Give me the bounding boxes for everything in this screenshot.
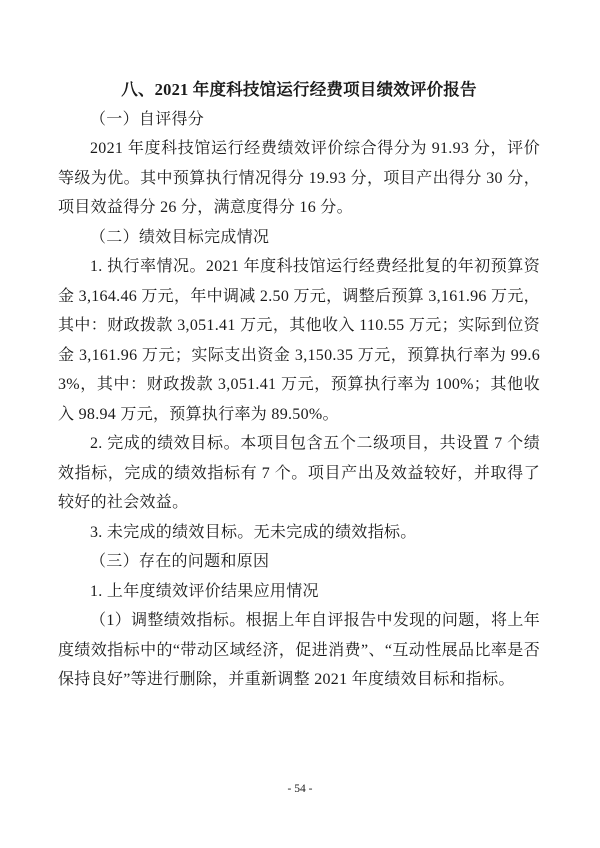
paragraph-section-heading: （一）自评得分 bbox=[90, 110, 205, 128]
paragraph-body: 2. 完成的绩效目标。本项目包含五个二级项目，共设置 7 个绩效指标，完成的绩效指标有 7 个。项目产出及效益较好，并取得了较好的社会效益。 bbox=[58, 435, 540, 511]
page-number: - 54 - bbox=[287, 783, 313, 795]
report-title: 八、2021 年度科技馆运行经费项目绩效评价报告 bbox=[121, 80, 477, 99]
paragraph-body: 1. 上年度绩效评价结果应用情况 bbox=[90, 582, 319, 600]
paragraph-body: （1）调整绩效指标。根据上年自评报告中发现的问题，将上年度绩效指标中的“带动区域经济，促进消费”、“互动性展品比率是否保持良好”等进行删除，并重新调整 2021 年度绩效目标和指标。 bbox=[58, 612, 540, 688]
document-body bbox=[58, 75, 540, 695]
paragraph-body: 1. 执行率情况。2021 年度科技馆运行经费经批复的年初预算资金 3,164.46 万元，年中调减 2.50 万元，调整后预算 3,161.96 万元，其中：财政拨款 3,051.41 万元，其他收入 110.55 万元；实际到位资金 3,161.96 万元；实际支出资金 3,150.35 万元，预算执行率为 99.63%，其中：财政拨款 3,051.41 万元，预算执行率为 100%；其他收入 98.94 万元，预算执行率为 89.50%。 bbox=[58, 258, 540, 423]
paragraph-body: 3. 未完成的绩效目标。无未完成的绩效指标。 bbox=[90, 523, 417, 541]
paragraph-body: 2021 年度科技馆运行经费绩效评价综合得分为 91.93 分，评价等级为优。其中预算执行情况得分 19.93 分，项目产出得分 30 分，项目效益得分 26 分，满意度得分 16 分。 bbox=[58, 140, 540, 216]
paragraph-section-heading: （二）绩效目标完成情况 bbox=[90, 228, 270, 246]
paragraph-section-heading: （三）存在的问题和原因 bbox=[90, 553, 270, 570]
